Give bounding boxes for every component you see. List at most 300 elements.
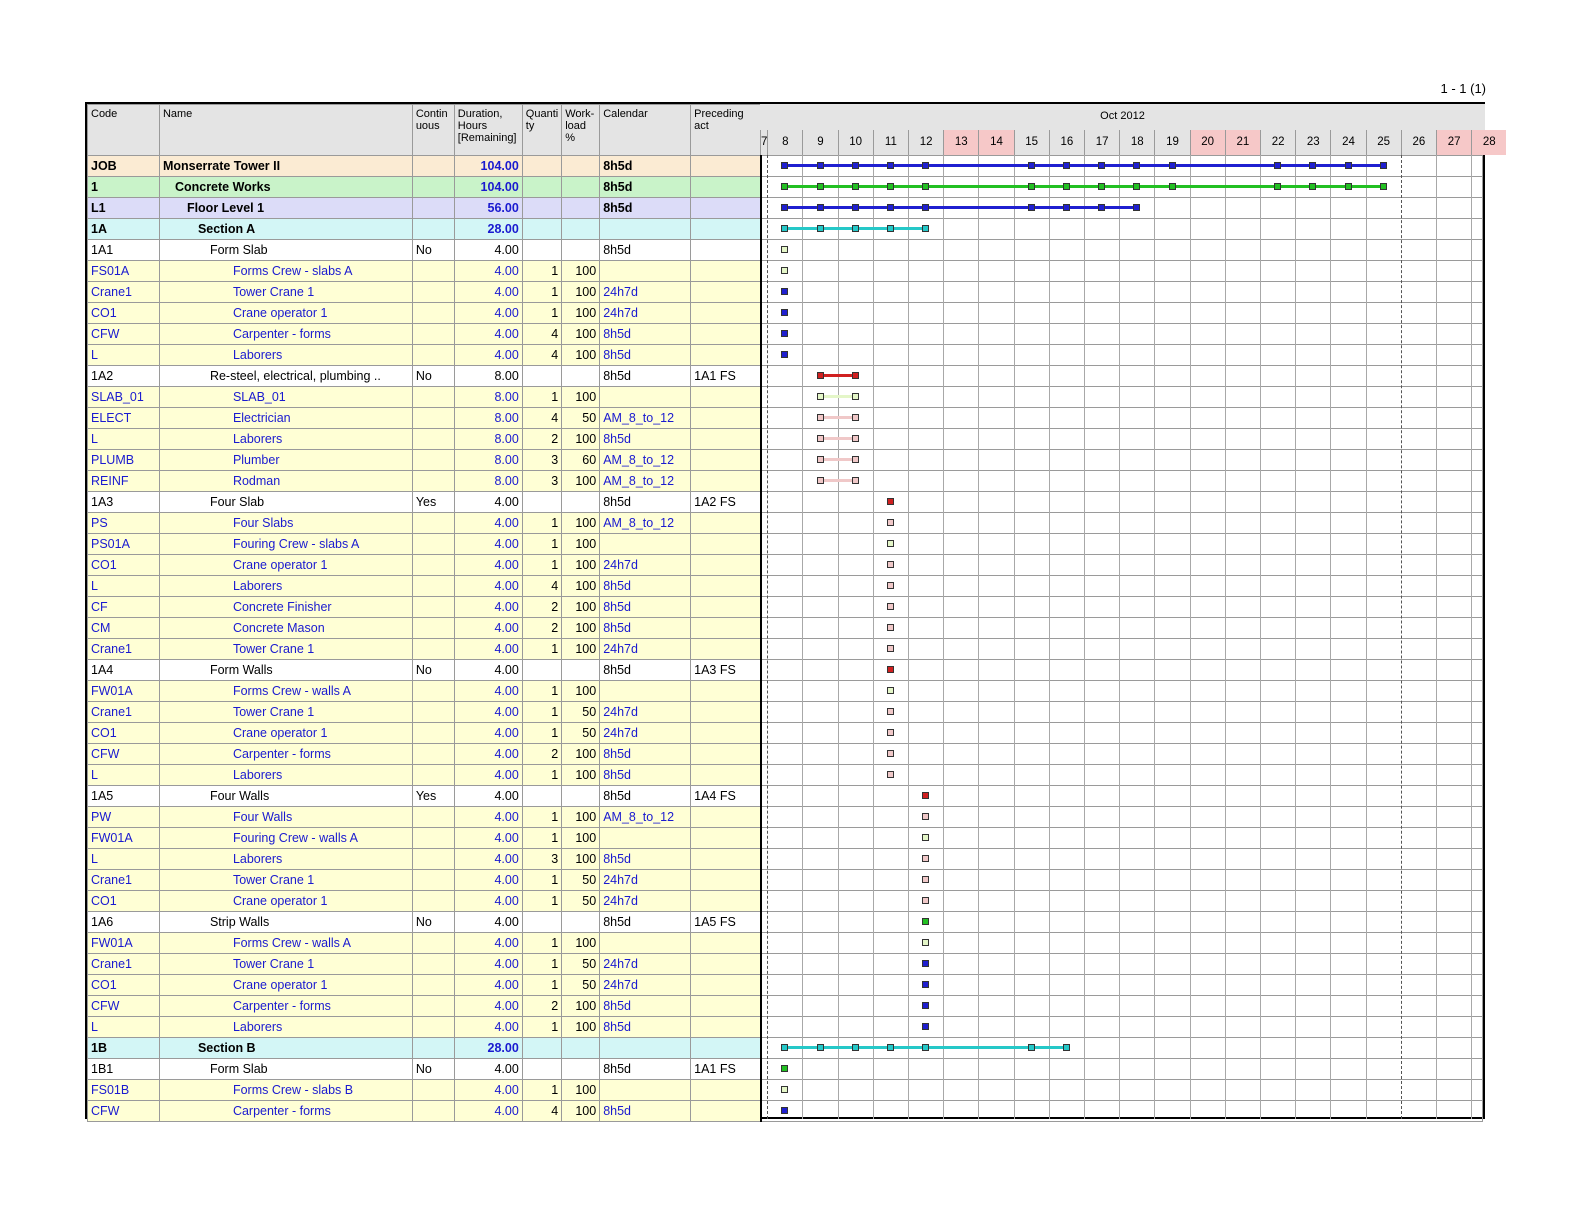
gantt-marker[interactable] (1063, 162, 1070, 169)
cell-continuous (412, 345, 454, 366)
gantt-marker[interactable] (1098, 204, 1105, 211)
cell-continuous: No (412, 1059, 454, 1080)
cell-calendar: 8h5d (600, 324, 691, 345)
gantt-marker[interactable] (922, 162, 929, 169)
cell-continuous: No (412, 912, 454, 933)
cell-duration: 4.00 (454, 576, 522, 597)
cell-workload (562, 177, 600, 198)
cell-duration: 4.00 (454, 828, 522, 849)
cell-continuous (412, 429, 454, 450)
cell-continuous: No (412, 660, 454, 681)
gantt-marker[interactable] (1345, 183, 1352, 190)
cell-code: 1A (88, 219, 160, 240)
col-header-quantity[interactable]: Quanti ty (522, 105, 561, 156)
cell-calendar (600, 828, 691, 849)
gantt-marker[interactable] (1133, 183, 1140, 190)
gantt-marker[interactable] (1028, 1044, 1035, 1051)
cell-continuous (412, 219, 454, 240)
gantt-marker[interactable] (887, 771, 894, 778)
gantt-marker[interactable] (922, 960, 929, 967)
cell-quantity: 2 (522, 597, 561, 618)
gantt-day-gridline (838, 155, 839, 1119)
cell-code: CFW (88, 744, 160, 765)
gantt-marker[interactable] (887, 498, 894, 505)
cell-name: Forms Crew - walls A (159, 933, 412, 954)
cell-workload (562, 660, 600, 681)
cell-name: Four Walls (159, 786, 412, 807)
cell-code: 1A1 (88, 240, 160, 261)
cell-quantity: 3 (522, 849, 561, 870)
cell-code: FW01A (88, 681, 160, 702)
gantt-marker[interactable] (922, 1023, 929, 1030)
cell-name: Form Slab (159, 240, 412, 261)
gantt-marker[interactable] (1063, 204, 1070, 211)
gantt-marker[interactable] (922, 897, 929, 904)
gantt-month-label: Oct 2012 (1100, 110, 1145, 122)
cell-calendar: 8h5d (600, 366, 691, 387)
cell-workload: 100 (562, 555, 600, 576)
gantt-day-gridline (1154, 155, 1155, 1119)
gantt-marker[interactable] (817, 162, 824, 169)
gantt-day-13: 13 (943, 130, 978, 155)
cell-continuous (412, 324, 454, 345)
cell-duration: 4.00 (454, 870, 522, 891)
col-header-continuous[interactable]: Contin uous (412, 105, 454, 156)
gantt-marker[interactable] (922, 834, 929, 841)
gantt-marker[interactable] (922, 1044, 929, 1051)
gantt-marker[interactable] (817, 435, 824, 442)
cell-name: Forms Crew - walls A (159, 681, 412, 702)
col-header-workload[interactable]: Work- load % (562, 105, 600, 156)
cell-continuous (412, 849, 454, 870)
gantt-day-25: 25 (1366, 130, 1401, 155)
cell-preceding (691, 723, 761, 744)
gantt-marker[interactable] (1133, 162, 1140, 169)
cell-code: ELECT (88, 408, 160, 429)
gantt-day-gridline (1084, 155, 1085, 1119)
cell-continuous (412, 870, 454, 891)
cell-duration: 4.00 (454, 240, 522, 261)
gantt-marker[interactable] (887, 603, 894, 610)
cell-continuous (412, 576, 454, 597)
gantt-marker[interactable] (887, 561, 894, 568)
cell-quantity: 1 (522, 702, 561, 723)
cell-quantity (522, 1059, 561, 1080)
cell-preceding: 1A5 FS (691, 912, 761, 933)
gantt-bar[interactable] (820, 479, 855, 482)
cell-duration: 4.00 (454, 282, 522, 303)
gantt-day-7: 7 (760, 130, 767, 155)
cell-preceding (691, 555, 761, 576)
gantt-marker[interactable] (852, 183, 859, 190)
gantt-marker[interactable] (922, 813, 929, 820)
cell-workload: 50 (562, 954, 600, 975)
gantt-marker[interactable] (781, 267, 788, 274)
cell-calendar: 24h7d (600, 870, 691, 891)
cell-preceding (691, 765, 761, 786)
gantt-marker[interactable] (922, 1002, 929, 1009)
gantt-marker[interactable] (817, 456, 824, 463)
gantt-marker[interactable] (852, 393, 859, 400)
schedule-sheet (85, 102, 1496, 1119)
gantt-marker[interactable] (922, 183, 929, 190)
gantt-day-14: 14 (978, 130, 1013, 155)
gantt-bar[interactable] (785, 206, 1137, 209)
gantt-marker[interactable] (1274, 183, 1281, 190)
gantt-day-8: 8 (767, 130, 802, 155)
cell-continuous (412, 513, 454, 534)
gantt-marker[interactable] (817, 1044, 824, 1051)
cell-code: L (88, 429, 160, 450)
gantt-marker[interactable] (1345, 162, 1352, 169)
gantt-marker[interactable] (922, 918, 929, 925)
cell-calendar: AM_8_to_12 (600, 513, 691, 534)
cell-workload (562, 219, 600, 240)
gantt-marker[interactable] (781, 309, 788, 316)
cell-continuous: Yes (412, 492, 454, 513)
gantt-marker[interactable] (1028, 183, 1035, 190)
cell-duration: 4.00 (454, 765, 522, 786)
cell-duration: 4.00 (454, 681, 522, 702)
gantt-marker[interactable] (922, 204, 929, 211)
cell-calendar: 8h5d (600, 1017, 691, 1038)
gantt-marker[interactable] (887, 162, 894, 169)
cell-duration: 4.00 (454, 912, 522, 933)
gantt-marker[interactable] (922, 876, 929, 883)
gantt-marker[interactable] (887, 1044, 894, 1051)
cell-continuous (412, 597, 454, 618)
gantt-day-24: 24 (1330, 130, 1365, 155)
gantt-marker[interactable] (1063, 1044, 1070, 1051)
col-header-preceding[interactable]: Preceding act (691, 105, 761, 156)
cell-workload: 100 (562, 828, 600, 849)
cell-continuous (412, 681, 454, 702)
cell-calendar: AM_8_to_12 (600, 471, 691, 492)
gantt-marker[interactable] (887, 225, 894, 232)
gantt-day-gridline (1330, 155, 1331, 1119)
gantt-marker[interactable] (1169, 183, 1176, 190)
cell-preceding: 1A3 FS (691, 660, 761, 681)
cell-name: Plumber (159, 450, 412, 471)
gantt-marker[interactable] (852, 456, 859, 463)
cell-workload: 100 (562, 261, 600, 282)
cell-continuous (412, 450, 454, 471)
cell-preceding (691, 156, 761, 177)
cell-quantity (522, 492, 561, 513)
cell-workload: 50 (562, 408, 600, 429)
gantt-marker[interactable] (887, 204, 894, 211)
gantt-marker[interactable] (781, 288, 788, 295)
cell-preceding (691, 324, 761, 345)
cell-preceding: 1A1 FS (691, 1059, 761, 1080)
gantt-marker[interactable] (1380, 162, 1387, 169)
cell-code: FS01B (88, 1080, 160, 1101)
cell-quantity: 1 (522, 282, 561, 303)
cell-name: Electrician (159, 408, 412, 429)
cell-preceding (691, 1017, 761, 1038)
cell-continuous (412, 975, 454, 996)
cell-quantity: 1 (522, 765, 561, 786)
gantt-marker[interactable] (1098, 162, 1105, 169)
gantt-marker[interactable] (887, 540, 894, 547)
gantt-marker[interactable] (781, 351, 788, 358)
gantt-marker[interactable] (1098, 183, 1105, 190)
gantt-bar[interactable] (820, 416, 855, 419)
cell-workload: 100 (562, 1017, 600, 1038)
gantt-marker[interactable] (852, 435, 859, 442)
cell-calendar: 24h7d (600, 723, 691, 744)
cell-quantity: 1 (522, 807, 561, 828)
cell-workload: 50 (562, 723, 600, 744)
gantt-marker[interactable] (1028, 162, 1035, 169)
cell-name: Fouring Crew - walls A (159, 828, 412, 849)
gantt-marker[interactable] (887, 708, 894, 715)
cell-calendar: 8h5d (600, 198, 691, 219)
gantt-marker[interactable] (922, 939, 929, 946)
gantt-day-18: 18 (1119, 130, 1154, 155)
gantt-marker[interactable] (852, 225, 859, 232)
gantt-marker[interactable] (781, 1044, 788, 1051)
gantt-marker[interactable] (887, 519, 894, 526)
cell-name: Tower Crane 1 (159, 954, 412, 975)
gantt-marker[interactable] (887, 624, 894, 631)
cell-quantity: 1 (522, 954, 561, 975)
cell-duration: 8.00 (454, 450, 522, 471)
cell-preceding (691, 933, 761, 954)
cell-duration: 4.00 (454, 723, 522, 744)
cell-name: Laborers (159, 576, 412, 597)
gantt-bar[interactable] (820, 374, 855, 377)
cell-duration: 4.00 (454, 345, 522, 366)
col-header-code[interactable]: Code (88, 105, 160, 156)
col-header-name[interactable]: Name (159, 105, 412, 156)
cell-continuous (412, 891, 454, 912)
gantt-marker[interactable] (1063, 183, 1070, 190)
cell-continuous (412, 723, 454, 744)
cell-duration: 4.00 (454, 639, 522, 660)
cell-code: 1B (88, 1038, 160, 1059)
cell-duration: 4.00 (454, 660, 522, 681)
gantt-marker[interactable] (1169, 162, 1176, 169)
cell-preceding (691, 849, 761, 870)
cell-calendar: 8h5d (600, 576, 691, 597)
cell-quantity: 1 (522, 975, 561, 996)
gantt-marker[interactable] (922, 792, 929, 799)
gantt-marker[interactable] (1309, 162, 1316, 169)
cell-code: FW01A (88, 828, 160, 849)
gantt-marker[interactable] (922, 855, 929, 862)
gantt-marker[interactable] (817, 183, 824, 190)
cell-calendar: 8h5d (600, 1101, 691, 1122)
gantt-marker[interactable] (817, 204, 824, 211)
cell-name: Rodman (159, 471, 412, 492)
cell-workload: 100 (562, 618, 600, 639)
cell-quantity: 1 (522, 681, 561, 702)
cell-duration: 4.00 (454, 324, 522, 345)
cell-preceding (691, 1080, 761, 1101)
cell-preceding (691, 429, 761, 450)
cell-code: SLAB_01 (88, 387, 160, 408)
gantt-day-9: 9 (802, 130, 837, 155)
gantt-bar[interactable] (820, 458, 855, 461)
cell-code: L (88, 1017, 160, 1038)
cell-code: PS01A (88, 534, 160, 555)
gantt-marker[interactable] (1274, 162, 1281, 169)
gantt-marker[interactable] (887, 666, 894, 673)
cell-quantity (522, 660, 561, 681)
gantt-marker[interactable] (781, 1086, 788, 1093)
cell-continuous (412, 618, 454, 639)
cell-quantity: 3 (522, 471, 561, 492)
gantt-day-23: 23 (1295, 130, 1330, 155)
cell-quantity: 1 (522, 303, 561, 324)
cell-duration: 4.00 (454, 1080, 522, 1101)
gantt-marker[interactable] (781, 204, 788, 211)
cell-duration: 4.00 (454, 954, 522, 975)
cell-duration: 4.00 (454, 492, 522, 513)
cell-calendar: 24h7d (600, 954, 691, 975)
gantt-marker[interactable] (817, 393, 824, 400)
gantt-day-gridline (1119, 155, 1120, 1119)
cell-quantity: 1 (522, 261, 561, 282)
gantt-bar[interactable] (785, 164, 1383, 167)
gantt-marker[interactable] (852, 204, 859, 211)
gantt-marker[interactable] (817, 477, 824, 484)
cell-preceding (691, 1101, 761, 1122)
cell-workload: 100 (562, 576, 600, 597)
col-header-calendar[interactable]: Calendar (600, 105, 691, 156)
gantt-bar[interactable] (820, 437, 855, 440)
gantt-marker[interactable] (887, 729, 894, 736)
cell-name: Crane operator 1 (159, 723, 412, 744)
gantt-marker[interactable] (852, 414, 859, 421)
cell-workload: 100 (562, 807, 600, 828)
cell-preceding (691, 702, 761, 723)
cell-name: Tower Crane 1 (159, 282, 412, 303)
cell-preceding (691, 639, 761, 660)
cell-continuous (412, 1038, 454, 1059)
cell-continuous (412, 702, 454, 723)
cell-quantity: 4 (522, 576, 561, 597)
cell-calendar: 24h7d (600, 555, 691, 576)
cell-name: SLAB_01 (159, 387, 412, 408)
cell-calendar: 8h5d (600, 345, 691, 366)
gantt-day-gridline (1401, 155, 1402, 1119)
gantt-marker[interactable] (922, 225, 929, 232)
gantt-marker[interactable] (817, 225, 824, 232)
gantt-marker[interactable] (887, 750, 894, 757)
cell-quantity (522, 219, 561, 240)
cell-name: Tower Crane 1 (159, 702, 412, 723)
gantt-marker[interactable] (781, 330, 788, 337)
gantt-marker[interactable] (887, 645, 894, 652)
cell-name: Crane operator 1 (159, 975, 412, 996)
gantt-marker[interactable] (781, 225, 788, 232)
cell-continuous (412, 639, 454, 660)
gantt-marker[interactable] (887, 183, 894, 190)
cell-name: Laborers (159, 849, 412, 870)
cell-name: Re-steel, electrical, plumbing .. (159, 366, 412, 387)
cell-name: Four Slab (159, 492, 412, 513)
gantt-marker[interactable] (852, 372, 859, 379)
cell-code: PW (88, 807, 160, 828)
gantt-chart[interactable] (760, 155, 1485, 1119)
cell-preceding (691, 177, 761, 198)
cell-preceding (691, 303, 761, 324)
cell-preceding (691, 471, 761, 492)
cell-workload: 100 (562, 345, 600, 366)
gantt-marker[interactable] (922, 981, 929, 988)
gantt-marker[interactable] (852, 1044, 859, 1051)
gantt-marker[interactable] (1028, 204, 1035, 211)
cell-continuous (412, 198, 454, 219)
cell-quantity: 1 (522, 534, 561, 555)
gantt-marker[interactable] (781, 183, 788, 190)
gantt-marker[interactable] (781, 1107, 788, 1114)
cell-workload (562, 240, 600, 261)
cell-name: Four Slabs (159, 513, 412, 534)
cell-code: FW01A (88, 933, 160, 954)
gantt-day-gridline (1190, 155, 1191, 1119)
gantt-marker[interactable] (1133, 204, 1140, 211)
gantt-day-gridline (1014, 155, 1015, 1119)
gantt-day-gridline (802, 155, 803, 1119)
gantt-marker[interactable] (852, 162, 859, 169)
cell-quantity: 1 (522, 1017, 561, 1038)
cell-duration: 4.00 (454, 975, 522, 996)
cell-duration: 4.00 (454, 933, 522, 954)
cell-code: 1A2 (88, 366, 160, 387)
cell-continuous (412, 1017, 454, 1038)
cell-preceding (691, 240, 761, 261)
gantt-marker[interactable] (781, 246, 788, 253)
cell-calendar: 8h5d (600, 240, 691, 261)
cell-workload: 100 (562, 933, 600, 954)
gantt-day-gridline (908, 155, 909, 1119)
cell-name: Tower Crane 1 (159, 870, 412, 891)
cell-code: L (88, 765, 160, 786)
gantt-marker[interactable] (781, 1065, 788, 1072)
gantt-marker[interactable] (887, 687, 894, 694)
cell-duration: 8.00 (454, 471, 522, 492)
cell-duration: 8.00 (454, 429, 522, 450)
cell-calendar (600, 261, 691, 282)
cell-continuous (412, 1080, 454, 1101)
cell-preceding: 1A1 FS (691, 366, 761, 387)
gantt-marker[interactable] (1309, 183, 1316, 190)
col-header-duration[interactable]: Duration, Hours [Remaining] (454, 105, 522, 156)
gantt-bar[interactable] (820, 395, 855, 398)
page-number: 1 - 1 (1) (1440, 81, 1486, 96)
gantt-marker[interactable] (1380, 183, 1387, 190)
cell-workload: 100 (562, 303, 600, 324)
gantt-marker[interactable] (852, 477, 859, 484)
gantt-day-27: 27 (1436, 130, 1471, 155)
cell-name: Form Slab (159, 1059, 412, 1080)
cell-quantity (522, 156, 561, 177)
gantt-day-gridline (1471, 155, 1472, 1119)
cell-preceding (691, 870, 761, 891)
gantt-marker[interactable] (817, 372, 824, 379)
gantt-bar[interactable] (785, 185, 1383, 188)
gantt-marker[interactable] (887, 582, 894, 589)
cell-name: Carpenter - forms (159, 1101, 412, 1122)
gantt-marker[interactable] (817, 414, 824, 421)
cell-code: CO1 (88, 975, 160, 996)
cell-preceding (691, 261, 761, 282)
gantt-marker[interactable] (781, 162, 788, 169)
cell-name: Strip Walls (159, 912, 412, 933)
